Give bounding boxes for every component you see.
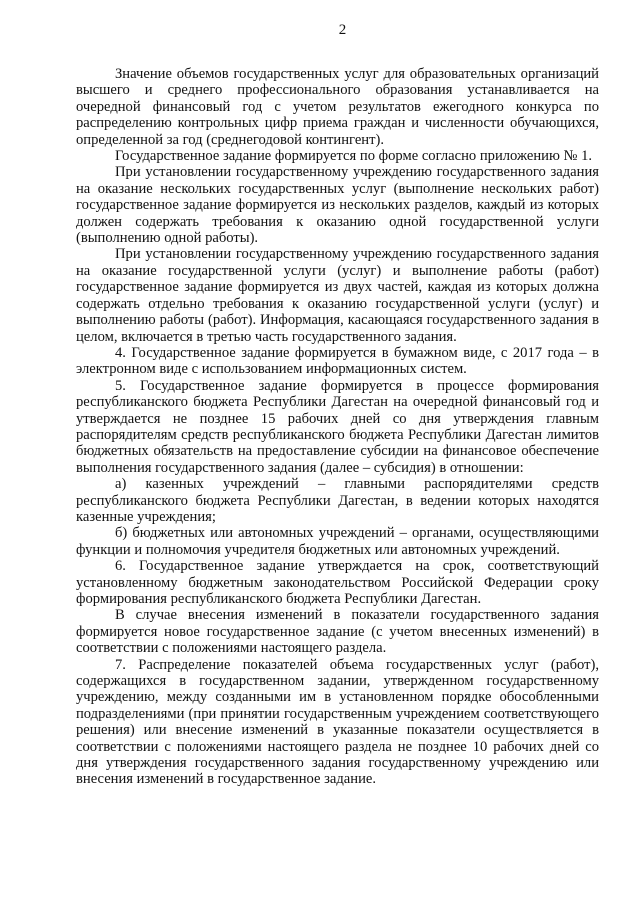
paragraph-item-4: 4. Государственное задание формируется в бумажном виде, с 2017 года – в электронном виде с использованием информационных систем. xyxy=(76,344,599,378)
paragraph-volume-value: Значение объемов государственных услуг для образовательных организаций высшего и среднего профессионального образования устанавливается на очередной финансовый год с учетом результатов ежегодного конкурса по распределению контрольных цифр приема граждан и численности обучающихся, определенной за год (среднегодовой контингент). xyxy=(76,66,599,148)
paragraph-item-6: 6. Государственное задание утверждается на срок, соответствующий установленному бюджетным законодательством Российской Федерации сроку формирования республиканского бюджета Республики Дагестан. xyxy=(76,558,599,607)
paragraph-several-services: При установлении государственному учреждению государственного задания на оказание нескольких государственных услуг (выполнение нескольких работ) государственное задание формируется из нескольких разделов, каждый из которых должен содержать требования к оказанию одной государственной услуги (выполнению одной работы). xyxy=(76,164,599,247)
paragraph-item-5a: а) казенных учреждений – главными распорядителями средств республиканского бюджета Республики Дагестан, в ведении которых находятся казенные учреждения; xyxy=(76,476,599,525)
paragraph-item-5b: б) бюджетных или автономных учреждений – органами, осуществляющими функции и полномочия учредителя бюджетных или автономных учреждений. xyxy=(76,525,599,558)
page-number: 2 xyxy=(338,22,347,38)
paragraph-item-7: 7. Распределение показателей объема государственных услуг (работ), содержащихся в государственном задании, утвержденном государственному учреждению, между созданными им в установленном порядке обособленными подразделениями (при принятии государственным учреждением соответствующего решения) или внесение изменений в указанные показатели осуществляется в соответствии с положениями настоящего раздела не позднее 10 рабочих дней со дня утверждения государственного задания государственному учреждению или внесения изменений в государственное задание. xyxy=(76,656,599,788)
paragraph-changes: В случае внесения изменений в показатели государственного задания формируется новое государственное задание (с учетом внесенных изменений) в соответствии с положениями настоящего раздела. xyxy=(76,607,599,657)
paragraph-form: Государственное задание формируется по форме согласно приложению № 1. xyxy=(115,148,593,165)
paragraph-item-5: 5. Государственное задание формируется в процессе формирования республиканского бюджета Республики Дагестан на очередной финансовый год и утверждается не позднее 15 рабочих дней со дня утверждения главным распорядителям средств республиканского бюджета Республики Дагестан лимитов бюджетных обязательств на предоставление субсидии на финансовое обеспечение выполнения государственного задания (далее – субсидия) в отношении: xyxy=(76,377,599,476)
paragraph-two-parts: При установлении государственному учреждению государственного задания на оказание государственной услуги (услуг) и выполнение работы (работ) государственное задание формируется из двух частей, каждая из которых должна содержать отдельно требования к оказанию государственной услуги (услуг) и выполнению работы (работ). Информация, касающаяся государственного задания в целом, включается в третью часть государственного задания. xyxy=(76,246,599,345)
